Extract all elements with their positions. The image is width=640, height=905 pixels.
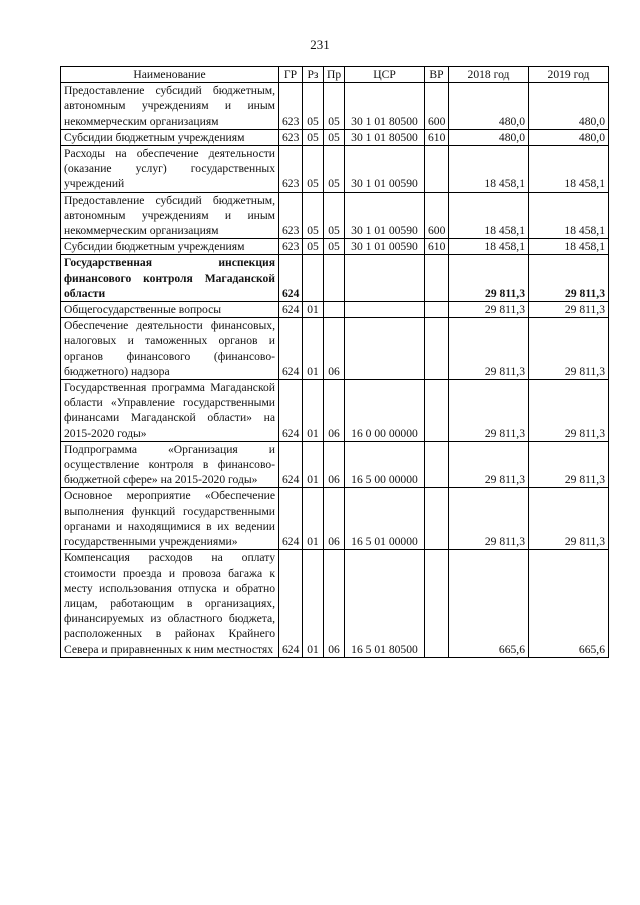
- cell-pr: [324, 302, 345, 318]
- cell-csr: 30 1 01 00590: [345, 239, 425, 255]
- cell-name: Компенсация расходов на оплату стоимости проезда и провоза багажа к месту использования отпуска и обратно лицам, работающим в организациях, финансируемых из областного бюджета, расположенных в районах Крайнего Севера и приравненных к ним местностях: [61, 550, 279, 657]
- cell-2018: 29 811,3: [449, 441, 529, 488]
- cell-name: Подпрограмма «Организация и осуществление контроля в финансово-бюджетной сфере» на 2015-2020 годы»: [61, 441, 279, 488]
- cell-rz: [303, 255, 324, 302]
- cell-pr: 05: [324, 83, 345, 130]
- cell-name: Расходы на обеспечение деятельности (оказание услуг) государственных учреждений: [61, 146, 279, 193]
- cell-csr: 16 5 01 80500: [345, 550, 425, 657]
- cell-name: Государственная программа Магаданской области «Управление государственными финансами Магаданской области» на 2015-2020 годы»: [61, 380, 279, 442]
- column-header-pr: Пр: [324, 67, 345, 83]
- cell-pr: 05: [324, 239, 345, 255]
- cell-name: Обеспечение деятельности финансовых, налоговых и таможенных органов и органов финансового (финансово-бюджетного) надзора: [61, 318, 279, 380]
- cell-gr: 624: [279, 441, 303, 488]
- cell-2019: 18 458,1: [529, 146, 609, 193]
- cell-gr: 623: [279, 129, 303, 145]
- column-header-gr: ГР: [279, 67, 303, 83]
- cell-gr: 624: [279, 302, 303, 318]
- cell-2019: 665,6: [529, 550, 609, 657]
- table-row: [61, 83, 609, 130]
- column-header-2018: 2018 год: [449, 67, 529, 83]
- table-row: [61, 239, 609, 255]
- cell-rz: 01: [303, 318, 324, 380]
- cell-name: Государственная инспекция финансового контроля Магаданской области: [61, 255, 279, 302]
- cell-csr: 16 5 00 00000: [345, 441, 425, 488]
- cell-gr: 624: [279, 318, 303, 380]
- cell-csr: 30 1 01 80500: [345, 129, 425, 145]
- cell-pr: 05: [324, 192, 345, 239]
- cell-2019: 29 811,3: [529, 318, 609, 380]
- cell-rz: 01: [303, 441, 324, 488]
- table-body: [61, 83, 609, 658]
- cell-rz: 05: [303, 83, 324, 130]
- table-row: [61, 380, 609, 442]
- cell-vr: [425, 441, 449, 488]
- cell-2019: 18 458,1: [529, 239, 609, 255]
- cell-gr: 623: [279, 192, 303, 239]
- cell-2019: 18 458,1: [529, 192, 609, 239]
- cell-vr: [425, 550, 449, 657]
- table-row: [61, 192, 609, 239]
- cell-2018: 480,0: [449, 129, 529, 145]
- cell-vr: [425, 380, 449, 442]
- cell-2018: 18 458,1: [449, 192, 529, 239]
- cell-rz: 05: [303, 239, 324, 255]
- column-header-csr: ЦСР: [345, 67, 425, 83]
- cell-vr: 600: [425, 83, 449, 130]
- cell-vr: [425, 146, 449, 193]
- table-row: [61, 146, 609, 193]
- cell-2019: 480,0: [529, 129, 609, 145]
- table-row: [61, 302, 609, 318]
- cell-2018: 29 811,3: [449, 318, 529, 380]
- cell-csr: [345, 255, 425, 302]
- cell-2018: 665,6: [449, 550, 529, 657]
- cell-pr: 06: [324, 380, 345, 442]
- cell-2018: 480,0: [449, 83, 529, 130]
- cell-vr: [425, 255, 449, 302]
- column-header-2019: 2019 год: [529, 67, 609, 83]
- cell-pr: 05: [324, 146, 345, 193]
- cell-pr: 06: [324, 318, 345, 380]
- cell-2019: 480,0: [529, 83, 609, 130]
- cell-rz: 05: [303, 192, 324, 239]
- table-row: [61, 550, 609, 657]
- cell-pr: 05: [324, 129, 345, 145]
- cell-pr: 06: [324, 441, 345, 488]
- cell-2019: 29 811,3: [529, 488, 609, 550]
- cell-rz: 01: [303, 302, 324, 318]
- page-number: 231: [310, 37, 330, 52]
- cell-2018: 29 811,3: [449, 380, 529, 442]
- cell-csr: 30 1 01 80500: [345, 83, 425, 130]
- cell-vr: 610: [425, 129, 449, 145]
- column-header-rz: Рз: [303, 67, 324, 83]
- cell-vr: [425, 302, 449, 318]
- cell-csr: [345, 302, 425, 318]
- cell-csr: [345, 318, 425, 380]
- cell-pr: 06: [324, 550, 345, 657]
- table-header-row: [61, 67, 609, 83]
- cell-gr: 624: [279, 255, 303, 302]
- cell-rz: 01: [303, 550, 324, 657]
- table-row: [61, 488, 609, 550]
- table-row: [61, 129, 609, 145]
- cell-2018: 29 811,3: [449, 302, 529, 318]
- column-header-name: Наименование: [61, 67, 279, 83]
- cell-pr: [324, 255, 345, 302]
- cell-2018: 29 811,3: [449, 488, 529, 550]
- cell-vr: [425, 488, 449, 550]
- cell-gr: 624: [279, 380, 303, 442]
- cell-2019: 29 811,3: [529, 255, 609, 302]
- cell-rz: 05: [303, 129, 324, 145]
- cell-name: Субсидии бюджетным учреждениям: [61, 129, 279, 145]
- cell-gr: 624: [279, 550, 303, 657]
- cell-2018: 18 458,1: [449, 146, 529, 193]
- cell-name: Предоставление субсидий бюджетным, автономным учреждениям и иным некоммерческим организациям: [61, 192, 279, 239]
- cell-gr: 623: [279, 83, 303, 130]
- column-header-vr: ВР: [425, 67, 449, 83]
- cell-gr: 623: [279, 239, 303, 255]
- cell-csr: 30 1 01 00590: [345, 146, 425, 193]
- cell-rz: 01: [303, 488, 324, 550]
- cell-vr: 600: [425, 192, 449, 239]
- cell-gr: 624: [279, 488, 303, 550]
- budget-table: [60, 66, 609, 658]
- cell-vr: 610: [425, 239, 449, 255]
- cell-pr: 06: [324, 488, 345, 550]
- cell-rz: 01: [303, 380, 324, 442]
- cell-2019: 29 811,3: [529, 302, 609, 318]
- cell-2019: 29 811,3: [529, 380, 609, 442]
- table-row: [61, 441, 609, 488]
- cell-csr: 16 5 01 00000: [345, 488, 425, 550]
- cell-gr: 623: [279, 146, 303, 193]
- cell-2018: 18 458,1: [449, 239, 529, 255]
- cell-name: Общегосударственные вопросы: [61, 302, 279, 318]
- cell-csr: 16 0 00 00000: [345, 380, 425, 442]
- cell-rz: 05: [303, 146, 324, 193]
- cell-2019: 29 811,3: [529, 441, 609, 488]
- cell-vr: [425, 318, 449, 380]
- cell-name: Основное мероприятие «Обеспечение выполнения функций государственными органами и находящимися в их ведении государственными учреждениями»: [61, 488, 279, 550]
- cell-csr: 30 1 01 00590: [345, 192, 425, 239]
- cell-name: Субсидии бюджетным учреждениям: [61, 239, 279, 255]
- cell-name: Предоставление субсидий бюджетным, автономным учреждениям и иным некоммерческим организациям: [61, 83, 279, 130]
- table-row: [61, 255, 609, 302]
- cell-2018: 29 811,3: [449, 255, 529, 302]
- table-row: [61, 318, 609, 380]
